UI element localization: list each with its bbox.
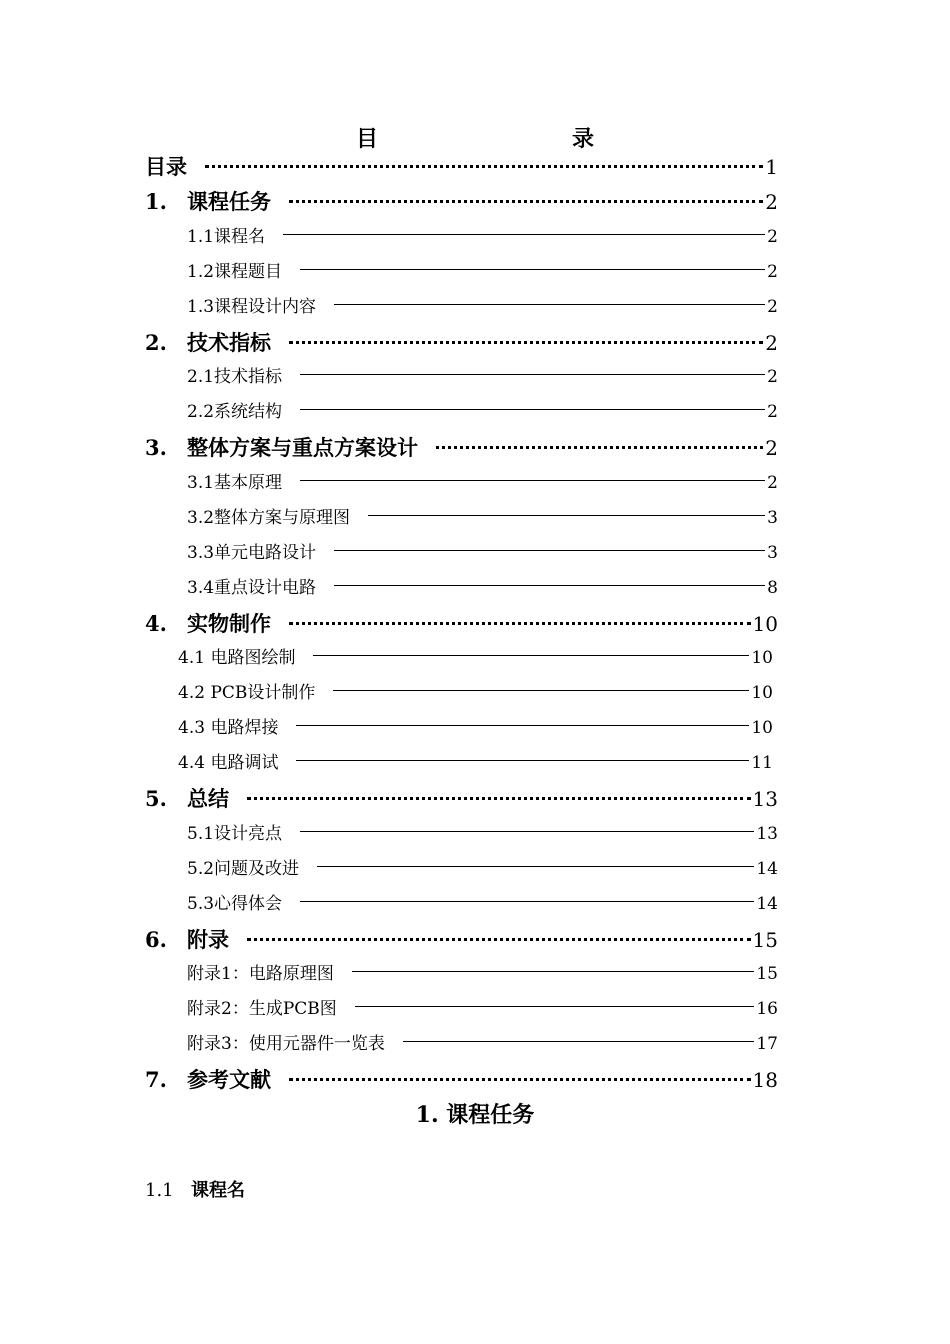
toc-entry-label: 4.2 PCB设计制作 xyxy=(178,683,316,703)
toc-entry-label: 实物制作 xyxy=(187,611,271,636)
toc-entry-page: 2 xyxy=(767,367,778,387)
toc-leader xyxy=(289,320,763,344)
toc-leader xyxy=(334,533,765,551)
toc-leader xyxy=(300,252,765,270)
toc-entry-page: 17 xyxy=(756,1034,778,1054)
toc-leader xyxy=(283,217,765,235)
toc-entry[interactable] xyxy=(178,643,773,673)
toc-entry[interactable] xyxy=(145,185,778,217)
toc-entry-page: 2 xyxy=(767,402,778,422)
toc-entry-number: 3. xyxy=(145,435,167,460)
toc-entry-page: 8 xyxy=(767,578,778,598)
toc-entry-page: 15 xyxy=(756,964,778,984)
toc-entry-label: 附录 xyxy=(187,927,229,952)
toc-entry[interactable] xyxy=(178,713,773,743)
toc-entry-label: 3.3单元电路设计 xyxy=(187,543,317,563)
toc-entry-label: 目录 xyxy=(145,154,187,179)
toc-entry[interactable] xyxy=(187,257,778,287)
toc-entry[interactable] xyxy=(187,397,778,427)
toc-entry-label: 5.1设计亮点 xyxy=(187,824,283,844)
toc-entry-number: 6. xyxy=(145,927,167,952)
toc-entry-label: 3.2整体方案与原理图 xyxy=(187,508,351,528)
toc-entry-page: 10 xyxy=(751,648,773,668)
toc-entry-number: 7. xyxy=(145,1067,167,1092)
toc-entry-page: 2 xyxy=(765,436,778,460)
toc-leader xyxy=(403,1024,755,1042)
toc-entry-label: 5.3心得体会 xyxy=(187,894,283,914)
toc-entry[interactable] xyxy=(145,326,778,358)
toc-entry-label: 1.2课程题目 xyxy=(187,262,283,282)
toc-entry-page: 11 xyxy=(751,753,773,773)
subsection-number: 1.1 xyxy=(145,1180,174,1201)
toc-entry-label: 3.4重点设计电路 xyxy=(187,578,317,598)
toc-entry[interactable] xyxy=(187,573,778,603)
toc-entry[interactable] xyxy=(178,678,773,708)
toc-entry-page: 3 xyxy=(767,543,778,563)
toc-leader xyxy=(352,954,755,972)
toc-leader xyxy=(317,849,754,867)
toc-leader xyxy=(355,989,755,1007)
toc-entry[interactable] xyxy=(145,150,778,182)
toc-leader xyxy=(247,776,751,800)
toc-entry-label: 附录3：使用元器件一览表 xyxy=(187,1034,385,1054)
toc-entry-page: 14 xyxy=(756,894,778,914)
toc-entry[interactable] xyxy=(187,503,778,533)
toc-entry-label: 2.2系统结构 xyxy=(187,402,283,422)
toc-entry[interactable] xyxy=(178,748,773,778)
toc-leader xyxy=(300,814,754,832)
toc-leader xyxy=(300,392,765,410)
toc-entry[interactable] xyxy=(187,538,778,568)
toc-entry-label: 2.1技术指标 xyxy=(187,367,283,387)
toc-entry[interactable] xyxy=(187,994,778,1024)
toc-entry[interactable] xyxy=(145,1063,778,1095)
toc-entry-page: 2 xyxy=(765,331,778,355)
toc-entry[interactable] xyxy=(187,959,778,989)
toc-entry-label: 附录2：生成PCB图 xyxy=(187,999,337,1019)
toc-leader xyxy=(300,884,754,902)
toc-leader xyxy=(296,743,749,761)
toc-leader xyxy=(313,638,749,656)
toc-entry[interactable] xyxy=(187,1029,778,1059)
toc-entry-page: 13 xyxy=(756,824,778,844)
toc-leader xyxy=(289,1057,751,1081)
toc-entry-page: 2 xyxy=(767,227,778,247)
toc-entry-label: 技术指标 xyxy=(187,330,271,355)
toc-leader xyxy=(289,179,763,203)
toc-leader xyxy=(289,601,751,625)
toc-entry-label: 1.1课程名 xyxy=(187,227,266,247)
toc-entry-label: 4.1 电路图绘制 xyxy=(178,648,296,668)
toc-entry[interactable] xyxy=(187,819,778,849)
toc-entry-number: 4. xyxy=(145,611,167,636)
toc-entry-page: 18 xyxy=(752,1068,778,1092)
toc-entry-label: 整体方案与重点方案设计 xyxy=(187,435,418,460)
toc-entry[interactable] xyxy=(187,889,778,919)
toc-entry-page: 2 xyxy=(767,262,778,282)
toc-entry[interactable] xyxy=(145,607,778,639)
toc-leader xyxy=(247,917,751,941)
toc-entry-page: 2 xyxy=(767,473,778,493)
toc-leader xyxy=(334,568,765,586)
toc-entry-page: 13 xyxy=(752,787,778,811)
toc-entry-label: 1.3课程设计内容 xyxy=(187,297,317,317)
toc-title: 目 录 xyxy=(355,126,644,152)
toc-entry-label: 4.4 电路调试 xyxy=(178,753,279,773)
toc-leader xyxy=(300,463,765,481)
toc-leader xyxy=(334,287,765,305)
toc-entry-page: 10 xyxy=(751,718,773,738)
toc-entry[interactable] xyxy=(187,292,778,322)
toc-entry-label: 附录1：电路原理图 xyxy=(187,964,334,984)
toc-entry[interactable] xyxy=(145,782,778,814)
toc-entry-label: 参考文献 xyxy=(187,1067,271,1092)
section-heading: 1. 课程任务 xyxy=(415,1102,535,1128)
toc-entry-label: 总结 xyxy=(187,786,229,811)
subsection-heading xyxy=(145,1176,245,1202)
toc-entry-page: 2 xyxy=(767,297,778,317)
toc-entry-number: 1. xyxy=(145,189,167,214)
toc-entry[interactable] xyxy=(145,431,778,463)
toc-leader xyxy=(333,673,749,691)
toc-entry-label: 课程任务 xyxy=(187,189,271,214)
toc-leader xyxy=(300,357,765,375)
toc-entry-page: 1 xyxy=(765,155,778,179)
toc-entry-label: 4.3 电路焊接 xyxy=(178,718,279,738)
toc-entry-page: 2 xyxy=(765,190,778,214)
toc-entry-label: 3.1基本原理 xyxy=(187,473,283,493)
toc-entry-page: 3 xyxy=(767,508,778,528)
toc-entry-number: 2. xyxy=(145,330,167,355)
toc-entry-page: 14 xyxy=(756,859,778,879)
toc-leader xyxy=(205,144,763,168)
toc-entry-page: 10 xyxy=(752,612,778,636)
subsection-label: 课程名 xyxy=(191,1180,245,1201)
toc-entry-page: 15 xyxy=(752,928,778,952)
toc-entry[interactable] xyxy=(187,222,778,252)
toc-leader xyxy=(436,425,763,449)
toc-entry-label: 5.2问题及改进 xyxy=(187,859,300,879)
toc-entry[interactable] xyxy=(187,468,778,498)
toc-entry[interactable] xyxy=(145,923,778,955)
toc-entry-page: 10 xyxy=(751,683,773,703)
toc-entry[interactable] xyxy=(187,854,778,884)
toc-entry-page: 16 xyxy=(756,999,778,1019)
toc-leader xyxy=(368,498,765,516)
toc-entry[interactable] xyxy=(187,362,778,392)
toc-entry-number: 5. xyxy=(145,786,167,811)
toc-leader xyxy=(296,708,749,726)
